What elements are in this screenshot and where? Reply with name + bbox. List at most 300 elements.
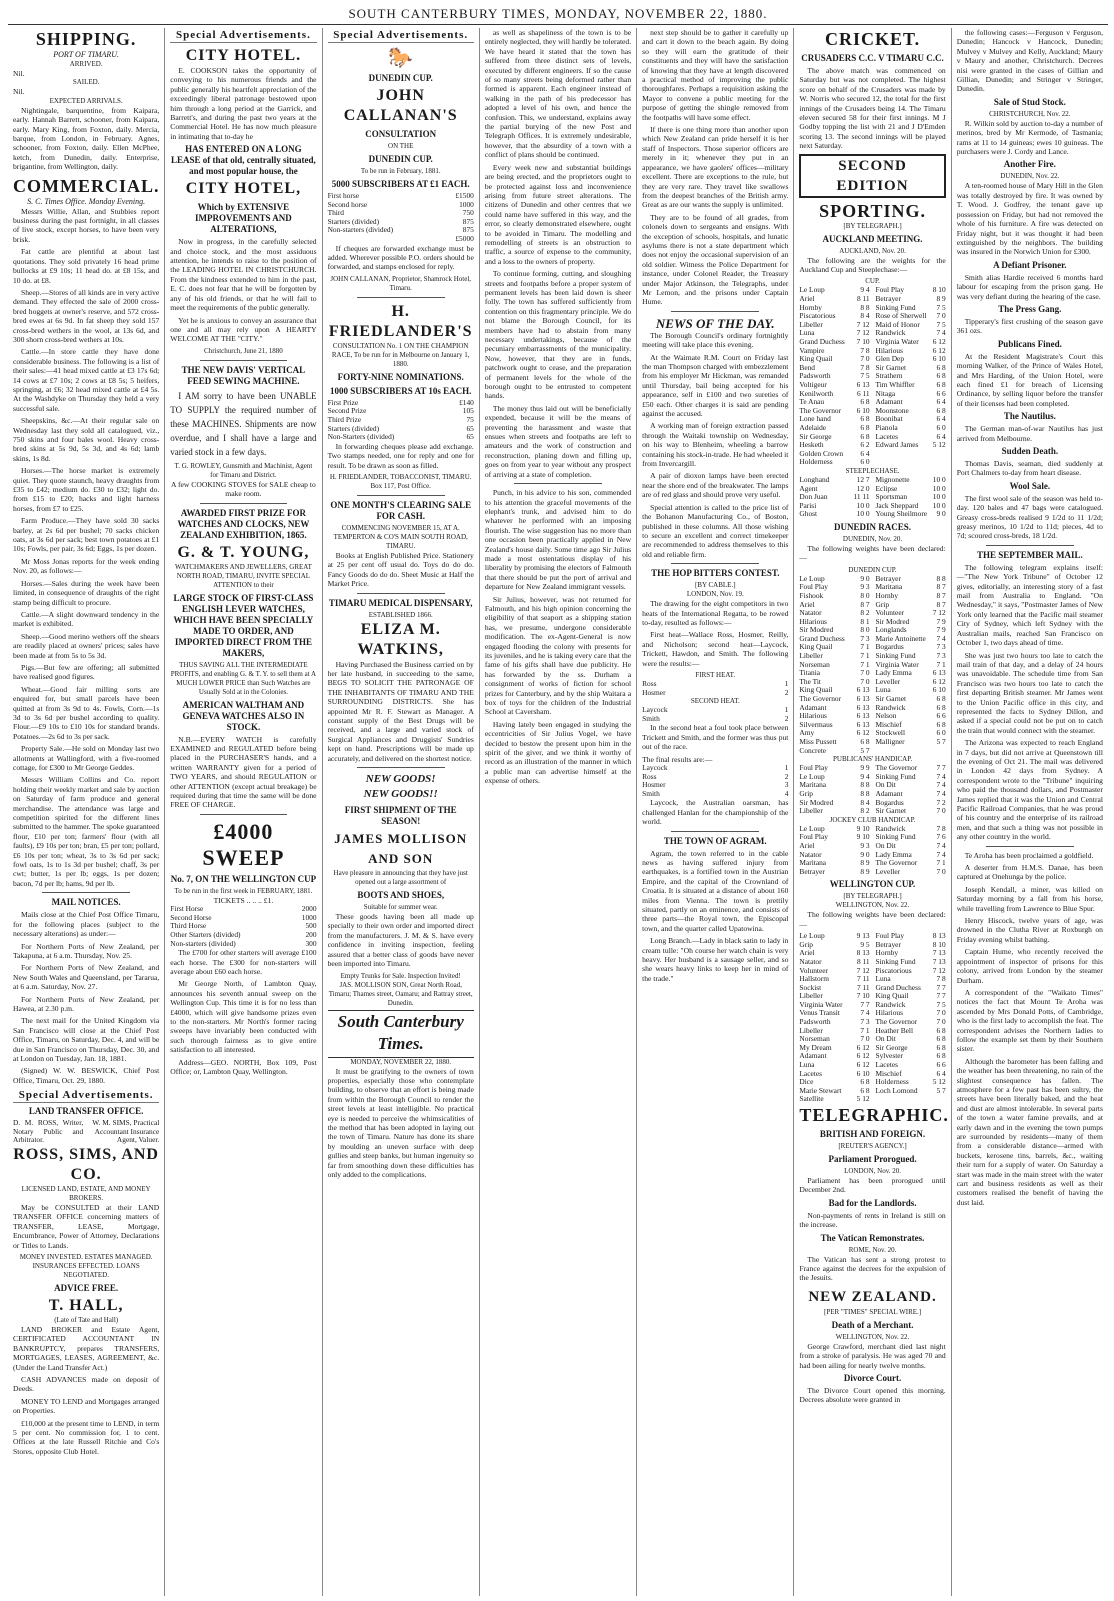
dunedin-place: DUNEDIN, Nov. 20. [842, 534, 903, 543]
horse-weight-value: 8 9 [860, 858, 870, 868]
friedlander-prize-row-label: First Prize [327, 397, 359, 407]
news-paragraph: Special attention is called to the price list of the Bohanon Manufacturing Co., of Boston, published in these columns. All those wishing to secure an excellent and correct timekeeper are recommended to address themselves to this old and reliable firm. [642, 502, 789, 559]
divider [357, 593, 445, 594]
callanan-prize-row-value: 875 [462, 216, 474, 226]
columns [8, 28, 1108, 1596]
horse-name: Loch Lomond [875, 1085, 918, 1095]
mail-heading: MAIL NOTICES. [51, 897, 121, 908]
race-result-row-label: Laycock [642, 762, 668, 772]
race-result-row [642, 715, 788, 724]
horse-weight-value: 7 1 [936, 858, 946, 868]
ross-left: D. M. ROSS, Writer, Notary Public and Arbitrator. [13, 1118, 84, 1145]
horse-name: The Governor [875, 858, 918, 868]
callanan-prize-table [328, 192, 474, 235]
horse-name: Sportsman [875, 492, 908, 502]
young-nb: N.B.—EVERY WATCH is carefully EXAMINED and REGULATED before being placed in the PURCHASER'S hands, and a written WARRANTY given for a period of TWO YEARS, and should REGULATION or other ATTENTION (except actual breakage) be required during that time the same will be done FREE OF CHARGE. [170, 734, 317, 810]
horse-name: King Quail [799, 642, 833, 652]
race-result-row-value: 4 [784, 788, 789, 798]
weights-row [799, 1095, 945, 1104]
wellington-place: WELLINGTON, Nov. 22. [835, 901, 910, 910]
horse-weight-value: 7 0 [860, 676, 870, 686]
callanan-prize-row-label: Starters (divided) [327, 216, 380, 226]
horse-weight-value: 7 1 [860, 651, 870, 661]
sporting-heading: SPORTING. [819, 200, 926, 221]
reuters: [REUTER'S AGENCY.] [838, 1142, 907, 1150]
weights-row [799, 661, 945, 670]
horse-weight [875, 1095, 945, 1104]
friedlander-prize-row-label: Non-Starters (divided) [327, 432, 395, 442]
friedlander-prize-row-value: 65 [466, 423, 474, 433]
by-telegraph: [BY TELEGRAPH.] [843, 221, 902, 230]
horse-name: Le Loup [799, 771, 825, 781]
commercial-paragraph: Pigs.—But few are offering; all submitted have realised good figures. [13, 662, 160, 682]
horse-name: Glen Dep [875, 354, 905, 364]
young-sub: WATCHMAKERS AND JEWELLERS, GREAT NORTH ROAD, TIMARU, INVITE SPECIAL ATTENTION to their [174, 562, 312, 589]
horse-weight-value: 6 8 [860, 422, 870, 432]
horse-name: Hilarious [875, 1008, 903, 1018]
british-foreign: BRITISH AND FOREIGN. [819, 1129, 926, 1139]
horse-weight-value: 8 8 [936, 573, 946, 583]
race-result-row-value: 2 [784, 713, 789, 723]
commercial-paragraph: Sheep.—Good merino wethers off the shears are readily placed at owners' prices; sales have been made at from 5s to 5s 3d. [13, 631, 160, 660]
horse-weight-value: 7 4 [860, 1008, 870, 1018]
weights-row [799, 868, 945, 877]
divider [200, 360, 288, 361]
racehorse-icon: 🐎 [388, 47, 414, 69]
ross-right: W. M. SIMS, Practical Accountant Insurance Agent, Valuer. [92, 1118, 160, 1145]
commercial-paragraph: Wheat.—Good fair milling sorts are enquired for, but small parcels have been quitted at from 3s 9d to 4s. Fowls, Corn.—1s 3d to 3s 6d per bushel according to quality. Flour.—£9 10s to £10 10s for standard brands. Potatoes.—2s 6d to 3s per sack. [13, 684, 160, 741]
wellington-cup-weights [799, 932, 945, 1104]
dunedin-cup-label: DUNEDIN CUP. [368, 73, 433, 83]
horse-name: Grip [799, 939, 813, 949]
city-hotel-welcome: Yet he is anxious to convey an assurance that one and all may rely upon A HEARTY WELCOME AT THE "CITY." [170, 315, 317, 344]
horse-name: Betrayer [875, 294, 901, 304]
horse-weight-value: 8 11 [856, 956, 870, 966]
callanan-note: If cheques are forwarded exchange must be added. Wherever possible P.O. orders should be forwarded, and stamps enclosed for reply. [327, 243, 474, 272]
news-item: Te Aroha has been proclaimed a goldfield. [964, 850, 1094, 860]
commercial-paragraph: Messrs William Collins and Co. report holding their weekly market and sale by auction on Saturday of farm produce and general merchandise. The attendance was large and competition spirited for the different lines submitted to the hammer. The spoke guaranteed flour, £10 per ton; farmers' flour (with all faults), £9 10s per ton; bran, £5 per ton; pollard, £6 10s per ton; wheat, 3s to 3s 6d per sack; fowl oats, 1s to 1s 3d per bushel; chaff, 3s per cwt; butter, 1s per lb; eggs, 1s per dozen; bacon, 7d per lb; hams, 9d per lb. [13, 775, 160, 888]
weights-row [799, 458, 945, 467]
callanan-address: JOHN CALLANAN, Proprietor, Shamrock Hotel, Timaru. [330, 274, 472, 292]
leader-paragraph: To continue forming, cutting, and sloughing streets and footpaths before a proper system of permanent levels has been laid down is sheer folly. The town has suffered sufficiently from contention on this fragmentary principle. We do not blame the Borough Council, for its members have had to abstain from many necessary undertakings, because of the pecuniary embarrassments of the municipality. Now, however, that they are in funds, patchwork ought to cease, and the preparation of permanent levels for the whole of the borough ought to be entrusted to competent hands. [484, 269, 632, 401]
mollison-more: These goods having been all made up specially to their own order and imported direct from the manufacturers. J. M. & S. have every confidence in inviting inspection, feeling assured that a better class of goods have never been imported into Timaru. [327, 912, 474, 969]
leader-paragraph: Sir Julius, however, was not returned for Falmouth, and his high opinion concerning the eligibility of that seaport as a shipping station has, we presume, undergone considerable modification. The ex-Agent-General is now engaged flooding the colony with presents for its juveniles, and he is taking every care that the fame of his gifts shall have due publicity. He has forwarded by the ss. Durham a consignment of works of fiction for school prizes for Canterbury, and by the ship Waitara a box of toys for the children of the Industrial School at Caversham. [484, 594, 632, 717]
horse-name: Betrayer [875, 573, 901, 583]
horse-name: Sir Modred [875, 616, 910, 626]
davis-title: THE NEW DAVIS' VERTICAL FEED SEWING MACHINE. [181, 364, 306, 386]
horse-weight-value: 9 10 [856, 832, 870, 842]
sweep-prize-row-label: Third Horse [170, 921, 207, 931]
horse-weight-value: 6 8 [860, 414, 870, 424]
horse-name: Malligner [875, 737, 905, 746]
mollison-title: JAMES MOLLISON AND SON [334, 831, 468, 867]
horse-weight [875, 747, 945, 756]
news-heading: NEWS OF THE DAY. [655, 315, 775, 331]
hop-second-heat-label: SECOND HEAT. [690, 697, 740, 706]
horse-weight-value: 5 12 [932, 440, 946, 450]
horse-weight-value: 5 12 [932, 1077, 946, 1087]
horse-weight-value: 6 6 [936, 711, 946, 721]
new-goods-2: NEW GOODS!! [363, 788, 438, 801]
horse-name: Sinking Fund [875, 956, 916, 966]
commercial-paragraph: Mr Moss Jonas reports for the week ending Nov. 20, as follows:— [13, 556, 160, 576]
callanan-prize-row [328, 201, 474, 210]
horse-weight-value: 8 8 [860, 780, 870, 790]
friedlander-subs: 1000 SUBSCRIBERS AT 10s EACH. [329, 385, 472, 396]
horse-weight-value: 12 7 [856, 474, 870, 484]
press-body: Tipperary's first crushing of the season gave 361 ozs. [956, 316, 1103, 336]
callanan-cup: DUNEDIN CUP. [368, 154, 433, 164]
horse-weight-value: 7 13 [932, 956, 946, 966]
horse-name: Virginia Water [875, 337, 919, 347]
hall-sub: (Late of Tate and Hall) [54, 1316, 119, 1324]
callanan-total: £5000 [455, 233, 474, 243]
horse-name: Satellite [799, 1094, 824, 1104]
agram-paragraph: Long Branch.—Lady in black satin to lady in cream tulle: "Oh course her watch chain is very heavy. Her husband is a sausage seller, and so she wears heavy links to keep her in mind of the trade." [642, 936, 789, 983]
horse-weight-value: 9 13 [856, 931, 870, 941]
horse-name: Boonibat [875, 414, 903, 424]
city-hotel-more: Now in progress, in the carefully selected and choice stock, and the most assiduous attention, he intends to raise to the position of the LEADING HOTEL IN CHRISTCHURCH. From the kindness extended to him in the past, E. C. does not fear that he will be forgotten by any of his old friends, or that he will fail to meet the requirements of the public generally. [170, 237, 317, 313]
leader-paragraph: next step should be to gather it carefully up and cart it down to the beach again. By doing so they will earn the gratitude of their constituents and they will have the satisfaction of knowing that they have at length discovered a practical method of improving the public thoroughfares. Perhaps a requisition asking the Mayor to convene a public meeting for the purpose of getting the shingle removed from the footpaths will have some effect. [642, 28, 789, 122]
horse-weight-value: 9 4 [860, 285, 870, 295]
horse-name: Natator [799, 608, 822, 618]
horse-name: Heather Bell [875, 1025, 914, 1035]
callanan-prize-row-value: 1000 [459, 199, 474, 209]
dispensary-established: ESTABLISHED 1866. [368, 610, 433, 619]
horse-weight-value: 8 7 [860, 599, 870, 609]
horse-name: Dice [799, 1077, 814, 1087]
city-hotel-name: CITY HOTEL, [185, 180, 302, 198]
horse-weight-value: 7 7 [936, 982, 946, 992]
race-result-row-label: Ross [642, 771, 657, 781]
weights-row [799, 286, 945, 295]
horse-name: Maritana [799, 858, 827, 868]
landlords-heading: Bad for the Landlords. [828, 1197, 917, 1208]
horse-weight-value: 9 0 [860, 573, 870, 583]
leader-paragraph: If there is one thing more than another upon which New Zealand can pride herself it is her staff of Inspectors. Those superior officers are merely in it; whenever they put in an appearance, we have gaolers' offices—military excellent. There are exceptions to the rule, but they are very rare. They travel like swallows from the deepest branches of the British army. Great as are our wants the supply is unlimited. [642, 125, 789, 210]
horse-name: Hornby [875, 948, 899, 958]
horse-name: Luna [875, 974, 891, 984]
news-paragraph: The Borough Council's ordinary fortnightly meeting will take place this evening. [642, 330, 789, 350]
horse-weight [799, 807, 869, 816]
horse-weight-value: 6 8 [860, 431, 870, 441]
sweep-prize-row-label: Second Horse [170, 912, 212, 922]
horse-weight-value: 8 13 [856, 948, 870, 958]
horse-weight-value: 6 8 [936, 1025, 946, 1035]
race-result-row-label: Ross [642, 678, 657, 688]
friedlander-noms: FORTY-NINE NOMINATIONS. [337, 371, 464, 382]
callanan-prize-row [328, 226, 474, 235]
friedlander-prize-table [328, 399, 474, 442]
horse-weight-value: 5 7 [936, 737, 946, 746]
horse-weight-value: 8 4 [860, 311, 870, 321]
hop-paragraph: In the second heat a foul took place between Trickett and Smith, and the former was thus put out of the race. [642, 723, 789, 752]
hall-footer: £10,000 at the present time to LEND, in term 5 per cent. No commission for, 1 to cent. Offices at the late Russell Ritchie and Co's Stores, opposite Club Hotel. [13, 1418, 160, 1456]
publicans-weights [799, 764, 945, 816]
horse-name: Mischief [875, 1068, 902, 1078]
race-result-row-value: 1 [784, 678, 789, 688]
horse-weight-value: 7 0 [860, 668, 870, 678]
horse-name: Tim Whiffler [875, 380, 915, 389]
horse-weight-value: 8 13 [932, 931, 946, 941]
race-result-row-label: Smith [642, 788, 660, 798]
hop-paragraph: Laycock, the Australian oarsman, has challenged Hanlan for the championship of the world. [642, 798, 789, 827]
prisoner-heading: A Defiant Prisoner. [993, 259, 1067, 270]
horse-name: Hesketh [799, 440, 824, 450]
news-item: Henry Hiscock, twelve years of age, was drowned in the Clutha River at Roxburgh on Friday evening whilst bathing. [956, 916, 1103, 944]
new-zealand-heading: NEW ZEALAND. [808, 1288, 937, 1305]
mollison-cases: Empty Trunks for Sale. Inspection Invited! [340, 971, 461, 980]
parliament-place: LONDON, Nov. 20. [844, 1167, 901, 1175]
horse-weight [875, 441, 945, 450]
sweep-prize-table [170, 905, 316, 948]
cup-label: CUP. [865, 277, 880, 286]
sweep-prize-row-value: 300 [305, 938, 317, 948]
horse-weight-value: 7 4 [936, 771, 946, 781]
race-result-row-value: 1 [784, 705, 789, 715]
hall-money: MONEY TO LEND and Mortgages arranged on Properties. [13, 1396, 160, 1416]
horse-name: Randwick [875, 823, 906, 833]
race-result-row-value: 2 [784, 687, 789, 697]
horse-name: Sir George [799, 431, 832, 441]
news-item: A correspondent of the "Waikato Times" notices the fact that Mount Te Aroha was ascended by Mrs Donald Potts, of Cambridge, who is the first lady to accomplish the feat. The correspondent advises the Northern ladies to follow the example set them by their Southern sister. [956, 987, 1103, 1054]
horse-weight-value: 6 4 [936, 1068, 946, 1078]
mollison-address: JAS. MOLLISON SON, Great North Road, Timaru; Thames street, Oamaru; and Rattray street, Dunedin. [328, 980, 473, 1007]
horse-weight-value: 6 8 [860, 397, 870, 407]
young-more: THUS SAVING ALL THE INTERMEDIATE PROFITS, and enabling G. & T. Y. to sell them at A MUCH LOWER PRICE than Such Watches are Usually Sold at in the Colonies. [170, 660, 317, 696]
dunedin-cup-weights [799, 575, 945, 755]
commercial-paragraph: Sheep.—Stores of all kinds are in very active demand. They effected the sale of 2000 cross-bred hoggets at owner's reserve, and 572 cross-bred ewes at 6s 9d. In fat sheep they sold 157 cross-bred wethers in the wool, at 13s 6d, and 300 shorn cross-bred wethers at 10s. [13, 287, 160, 344]
horse-weight-value: 6 12 [856, 1042, 870, 1052]
horse-name: Grip [799, 788, 813, 798]
special-ads-heading: Special Advertisements. [170, 28, 316, 43]
horse-weight [875, 738, 945, 747]
race-result-row-value: 2 [784, 771, 789, 781]
horse-name: Mignonette [875, 474, 910, 484]
callanan-prize-row-label: First horse [327, 191, 359, 200]
port-subheading: PORT OF TIMARU. [53, 50, 120, 59]
horse-name: Libeller [799, 319, 823, 329]
commercial-paragraph: Messrs Willie, Allan, and Stubbies report business during the past fortnight, in all classes of live stock, except horses, to have been very brisk. [13, 206, 160, 244]
horse-name: Foul Play [875, 285, 905, 295]
horse-name: Maritana [875, 582, 903, 592]
wool-body: The first wool sale of the season was held to-day. 120 bales and 47 bags were catalogued. Greasy cross-breds realised 9 1/2d to 11 1/2d; greasy merinos, 10 1/2d to 11d; pieces, 4d to 7d; scoured cross-breds, 18 1/2d. [956, 493, 1103, 541]
horse-name: Sir Garnet [875, 806, 907, 816]
davis-stoves: A few COOKING STOVES for SALE cheap to make room. [171, 479, 316, 499]
mollison-body: Have pleasure in announcing that they have just opened out a large assortment of [333, 869, 468, 887]
horse-weight-value: 7 1 [860, 1025, 870, 1035]
horse-weight-value: 6 8 [860, 737, 870, 746]
commercial-paragraph: Farm Produce.—They have sold 30 sacks barley, at 2s 6d per bushel; 70 sacks chicken oats, at 3s 6d per sack; best town potatoes at £1 10s; Fowls, per pair, 3s 6d; Eggs, 1s per dozen. [13, 516, 160, 554]
horse-weight-value: 9 0 [936, 509, 946, 519]
horse-name: Titania [799, 668, 821, 678]
horse-name: Adamant [875, 397, 903, 407]
race-result-row [642, 764, 788, 773]
horse-name: Lone hand [799, 414, 831, 424]
leader-paragraph: The money thus laid out will be beneficially expended, because it will be the means of preventing the harassment and waste that ensues when streets and footpaths are left to amateurs and the work of construction and reconstruction, planing down and filling up, goes on from year to year without any prospect of arriving at a state of completion. [484, 403, 632, 479]
horse-weight-value: 6 6 [936, 1060, 946, 1070]
horse-weight-value: 6 10 [932, 354, 946, 364]
horse-weight-value: 6 8 [860, 1085, 870, 1095]
horse-weight-value: 7 10 [856, 991, 870, 1001]
city-hotel-body: E. COOKSON takes the opportunity of conveying to his numerous friends and the public generally his heartfelt appreciation of the exceedingly liberal patronage bestowed upon him through a long period at the Garrick, and Barrett's, and during the past two years at the Commercial Hotel. He has now much pleasure in intimating that to-day he [170, 66, 317, 141]
weights-row [799, 476, 945, 485]
sweep-sub: No. 7, ON THE WELLINGTON CUP [170, 873, 317, 884]
horse-name: Virginia Water [875, 659, 919, 669]
horse-name: Grand Duchess [875, 982, 921, 992]
horse-weight-value: 7 10 [856, 337, 870, 347]
race-result-row-label: Laycock [642, 705, 668, 715]
cricket-report: The above match was commenced on Saturday but was not completed. The highest score on behalf of the Crusaders was made by W. Norris who secured 12, the total for the first innings of the Crusaders being 14. The Timaru eleven secured 58 for their first innings. M J Godby topping the list with 21 and J D'Emden scoring 13. The second innings will be played next Saturday. [799, 66, 946, 151]
leader-paragraph: It must be gratifying to the owners of town properties, especially those who contemplate building, to observe that an effort is being made from within the Borough Council to render the street levels at least intelligible. No practical eye is needed to perceive the whimsicalities of the method that has been adopted in laying out the town of Timaru. Nature has done its share by moulding an uneven surface with deep gullies and steep banks, but human ingenuity so far from smoothing down these difficulties has only added to the complications. [327, 1066, 474, 1179]
horse-name: Bogardus [875, 642, 904, 652]
ross-line: MONEY INVESTED. ESTATES MANAGED. INSURANCES EFFECTED. LOANS NEGOTIATED. [19, 1253, 153, 1279]
mail-paragraph: For Northern Ports of New Zealand, per Takapuna, at 6 a.m. Thursday, Nov. 25. [13, 941, 160, 960]
horse-weight-value: 6 12 [856, 1051, 870, 1061]
davis-body: I AM sorry to have been UNABLE TO SUPPLY the required number of these MACHINES. Shipments are now overdue, and I shall have a large and varied stock in a few days. [170, 390, 317, 457]
special-ads-heading: Special Advertisements. [328, 28, 474, 43]
horse-weight-value: 8 9 [860, 866, 870, 876]
race-result-row-label: Hosmer [642, 780, 666, 790]
horse-weight-value: 7 3 [860, 633, 870, 643]
horse-weight-value: 10 0 [932, 492, 946, 502]
leader-paragraph: Every week new and substantial buildings are being erected, and the proprietors ought to be protected against loss and inconvenience arising from future street alterations. The citizens of Dunedin and other centres that we could name have suffered in this way, and the error, so clearly demonstrated elsewhere, ought to be avoided in Timaru. The modelling and remodelling of streets is an obstruction to traffic, a source of expense to the community, and a loss to the owners of property. [484, 162, 632, 266]
horse-name: Le Loup [799, 931, 825, 941]
horse-name: Golden Crown [799, 448, 844, 458]
agram-paragraph: Agram, the town referred to in the cable news as having suffered injury from earthquakes, is a fortified town in the Austrian Empire, and the capital of the Crownland of Croatia. It is situated at a distance of about 160 miles from Vienna. The town is prettily situated, partly on an eminence, and consists of three parts—the Royal town, the Episcopal town, and the quarter called Upatowina. [642, 848, 789, 933]
horse-weight-value: 6 8 [936, 719, 946, 729]
vatican-body: The Vatican has sent a strong protest to France against the decrees for the expulsion of the Jesuits. [799, 1254, 946, 1283]
nautilus-body: The German man-of-war Nautilus has just arrived from Melbourne. [956, 424, 1103, 443]
horse-weight [799, 1095, 869, 1104]
jockey-club-handicap: JOCKEY CLUB HANDICAP. [829, 815, 916, 824]
mail-paragraph: Mails close at the Chief Post Office Timaru, for the following places (subject to the necessary alterations) as under:— [13, 910, 160, 939]
publicans-handicap: PUBLICANS' HANDICAP. [833, 755, 913, 764]
horse-weight-value: 6 8 [936, 694, 946, 704]
horse-weight [799, 510, 869, 519]
horse-name: Mischief [875, 719, 902, 729]
horse-name: Sir Garnet [875, 694, 907, 704]
hop-first-heat-results [642, 680, 788, 697]
weights-row [799, 941, 945, 950]
sudden-death-body: Thomas Davis, seaman, died suddenly at Port Chalmers to-day from heart disease. [956, 459, 1103, 478]
horse-weight-value: 7 0 [936, 1008, 946, 1018]
divider [671, 831, 759, 832]
horse-name: Luna [799, 328, 815, 338]
horse-weight-value: 7 0 [936, 806, 946, 816]
horse-weight-value: 6 13 [856, 694, 870, 704]
horse-weight-value: 7 7 [936, 763, 946, 773]
race-result-row-label: Hosmer [642, 687, 666, 697]
horse-name: Voltigeur [799, 380, 827, 389]
horse-name: Bend [799, 362, 816, 372]
hop-first-heat-label: FIRST HEAT. [695, 670, 736, 679]
dispensary-name: ELIZA M. WATKINS, [357, 620, 444, 658]
sweep-run: To be run in the first week in FEBRUARY, 1881. [174, 886, 313, 895]
horse-weight-value: 7 5 [860, 371, 870, 381]
horse-name: Pianola [875, 422, 898, 432]
callanan-prize-row-value: 750 [462, 208, 474, 218]
hop-bitters-heading: THE HOP BITTERS CONTEST. [651, 568, 780, 579]
wellington-body: The following weights have been declared:— [799, 910, 946, 929]
horse-name: Sir Modred [799, 797, 834, 807]
hall-cash: CASH ADVANCES made on deposit of Deeds. [13, 1375, 160, 1394]
friedlander-prize-row-label: Starters (divided) [327, 423, 380, 433]
horse-name: Silvermaus [799, 719, 833, 729]
horse-weight-value: 7 1 [936, 659, 946, 669]
times-office: S. C. Times Office. Monday Evening. [27, 196, 146, 206]
horse-weight-value: 6 13 [856, 711, 870, 721]
horse-name: Volunteer [799, 965, 829, 975]
fire-body: A ten-roomed house of Mary Hill in the Glen was totally destroyed by fire. It was owned by T. Wood. J. Godfrey, the tenant gave up possession on Friday, but had not removed the whole of his furniture. A fire was detected on Friday night, but it was thought it had been extinguished by the neighbors. The building was insured in the Norwich Union for £300. [956, 181, 1103, 257]
stud-body: R. Wilkin sold by auction to-day a number of merinos, bred by Mr Kermode, of Tasmania; rams at 11 to 14 guineas; ewes 10 guineas. The purchasers were J. Cordy and Lance. [956, 118, 1103, 157]
horse-weight-value: 7 4 [936, 840, 946, 850]
wool-heading: Wool Sale. [1009, 480, 1051, 491]
horse-weight-value: 8 7 [936, 590, 946, 600]
horse-name: Don Juan [799, 492, 828, 502]
horse-weight-value: 9 3 [860, 840, 870, 850]
jockey-club-weights [799, 825, 945, 877]
weights-row [799, 747, 945, 756]
horse-name: Ariel [799, 840, 815, 850]
ross-sims-partners [13, 1119, 159, 1145]
paper-date: MONDAY, NOVEMBER 22, 1880. [350, 1057, 452, 1066]
young-american: AMERICAN WALTHAM AND GENEVA WATCHES ALSO IN STOCK. [182, 699, 305, 732]
arrived-nil: Nil. [13, 69, 25, 78]
callanan-consultation: CONSULTATION [365, 129, 437, 139]
horse-weight-value: 6 8 [936, 1034, 946, 1044]
weights-row [799, 355, 945, 364]
horse-weight-value: 7 12 [932, 608, 946, 618]
horse-name: Bogardus [875, 797, 904, 807]
vatican-place: ROME, Nov. 20. [848, 1245, 897, 1254]
horse-weight-value: 7 7 [860, 999, 870, 1009]
young-award: AWARDED FIRST PRIZE FOR WATCHES AND CLOCKS, NEW ZEALAND EXHIBITION, 1865. [177, 507, 310, 540]
horse-name: Holderness [799, 457, 833, 467]
horse-name: Luna [799, 1060, 815, 1070]
horse-weight-value: 10 0 [856, 509, 870, 519]
column-2 [165, 28, 322, 1596]
fire-heading: Another Fire. [1003, 159, 1056, 170]
paper-title: South Canterbury Times. [337, 1011, 464, 1053]
auckland-cup-weights [799, 286, 945, 466]
sailed-label: SAILED. [72, 78, 100, 87]
horse-weight-value: 7 8 [860, 362, 870, 372]
horse-weight-value: 7 11 [856, 974, 870, 984]
horse-name: Hilarious [799, 616, 827, 626]
weights-row [799, 807, 945, 816]
weights-row [799, 975, 945, 984]
horse-weight-value: 7 1 [860, 659, 870, 669]
callanan-on: ON THE [388, 142, 414, 150]
friedlander-prize-row [328, 433, 474, 442]
horse-weight-value: 6 0 [936, 422, 946, 432]
horse-name: Adamant [799, 1051, 827, 1061]
horse-name: Betrayer [875, 939, 901, 949]
column-4 [480, 28, 637, 1596]
race-result-row [642, 790, 788, 799]
horse-weight-value: 6 12 [932, 345, 946, 355]
temperton-sub: COMMENCING NOVEMBER 15, AT A. TEMPERTON & CO'S MAIN SOUTH ROAD, TIMARU. [333, 523, 468, 550]
sweep-prize-row-value: 500 [305, 921, 317, 931]
race-result-row-value: 1 [784, 762, 789, 772]
horse-name: Grip [875, 599, 890, 609]
horse-name: Young Sheilmore [875, 509, 928, 519]
horse-weight-value: 10 0 [856, 500, 870, 510]
column-6 [794, 28, 951, 1596]
horse-weight-value: 7 0 [936, 866, 946, 876]
horse-weight [799, 868, 869, 877]
